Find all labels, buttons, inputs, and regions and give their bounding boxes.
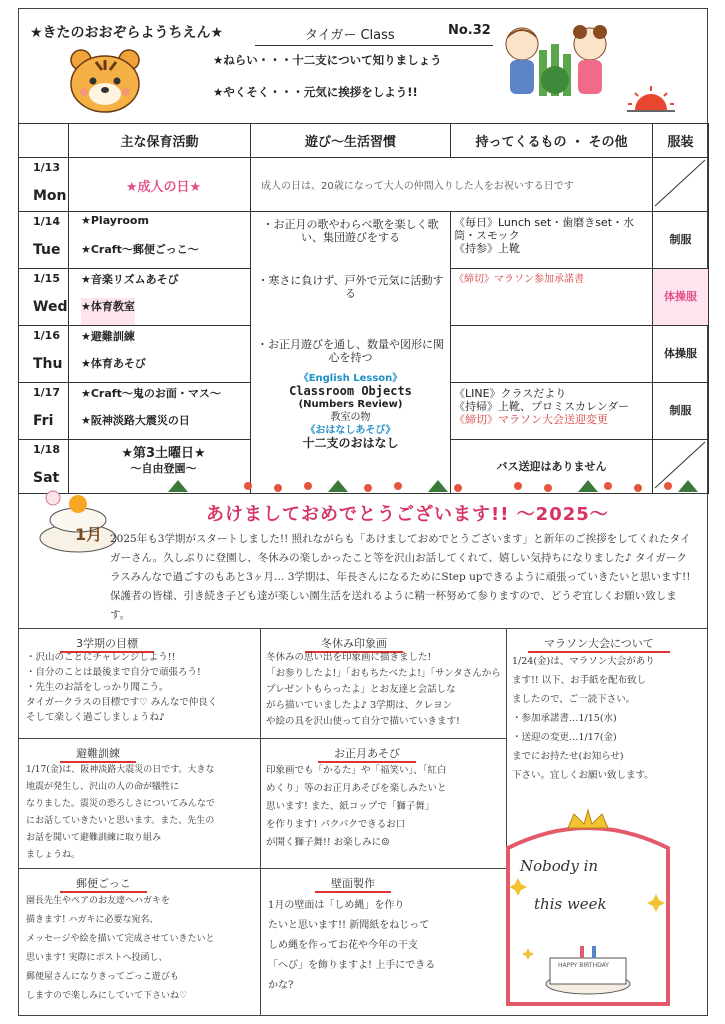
drill-line: 地震が発生し、沢山の人の命が犠牲に (26, 782, 180, 792)
bring-item: 《締切》マラソン大会送迎変更 (454, 413, 608, 426)
marathon-line: ます!! 以下、お手紙を配布致し (512, 675, 647, 686)
divider-h2 (18, 868, 506, 869)
tiger-icon (66, 46, 144, 114)
activity: ★音楽リズムあそび (81, 273, 179, 286)
sunrise-icon (627, 84, 675, 114)
drill-line: お話を聞いて避難訓練に取り組み (26, 833, 162, 843)
goal-line: ・沢山のことにチャレンジしよう!! (26, 652, 176, 663)
date: 1/18 (33, 443, 60, 456)
marathon-line: ・参加承諾書…1/15(水) (512, 713, 617, 724)
marathon-title-wrap (528, 632, 670, 653)
birthday-caption-line2: this week (534, 895, 607, 913)
postal-line: 園長先生やペアのお友達へハガキを (26, 896, 171, 906)
drill-line: なりました。震災の恐ろしさについてみんなで (26, 799, 215, 809)
kagami-mochi-icon (35, 486, 121, 556)
english-lesson-label: 《English Lesson》 (298, 373, 403, 384)
new-year-children-illustration (494, 20, 618, 112)
col-activities: 主な保育活動 (69, 124, 251, 158)
drill-body (26, 762, 258, 864)
table-row (19, 212, 709, 269)
wall-line: しめ縄を作ってお花や今年の干支 (268, 940, 418, 951)
weekday: Fri (33, 413, 54, 429)
newyear-title-wrap (318, 742, 416, 763)
cake-text: HAPPY BIRTHDAY (558, 962, 609, 969)
decorative-garland (28, 476, 698, 500)
postal-body (26, 892, 258, 1006)
aim-text: ★ねらい・・・十二支について知りましょう (213, 53, 442, 67)
postal-title: 郵便ごっこ (60, 875, 147, 893)
activity: ★Craft～鬼のお面・マス～ (81, 387, 221, 400)
bring-empty (451, 326, 653, 383)
activity: ★Playroom (81, 214, 149, 227)
life-item: ・お正月遊びを通し、数量や図形に関心を持つ (257, 338, 444, 364)
bring-item: 《LINE》クラスだより (454, 387, 567, 400)
weekday: Sat (33, 470, 60, 486)
divider-v1 (260, 628, 261, 1016)
greeting-message: 2025年も3学期がスタートしました!! 照れながらも「あけましておめでとうございます」と新年のご挨拶をしてくれたタイガーさん。久しぶりに登園し、冬休みの楽しかったこと等を沢山お話してくれて、嬉しい気持ちになりました♪ タイガークラスみんなで過ごすのもあと3ヶ月… 3学期は、年長さんになるためにStep upできるように頑張っていきたいと思います!! 保護者の皆様、引き続き子ども達が楽しい園生活を送れるように精一杯努めて参りますので、どうぞ宜しくお願い致します。 (110, 533, 691, 621)
wall-line: 1月の壁面は「しめ縄」を作り (268, 900, 405, 911)
newyear-line: めくり」等のお正月あそびを楽しみたいと (266, 783, 447, 794)
winter-title: 冬休み印象画 (305, 635, 403, 653)
table-row (19, 158, 709, 212)
date: 1/13 (33, 161, 60, 174)
newyear-line: が開く獅子舞!! お楽しみに☺ (266, 837, 390, 848)
goal-line: ・自分のことは最後まで自分で頑張ろう! (26, 667, 201, 678)
english-review: (Numbers Review) (298, 399, 403, 410)
uniform: 制服 (653, 212, 709, 269)
marathon-body (512, 652, 704, 785)
winter-line: 冬休みの思い出を印象画に描きました! (266, 652, 432, 663)
postal-line: 郵便屋さんになりきってごっこ遊びも (26, 972, 179, 982)
weekday: Wed (33, 299, 68, 315)
story-label: 《おはなしあそび》 (305, 425, 396, 436)
banner-title: あけましておめでとうございます!! ～2025～ (206, 504, 609, 525)
wall-line: たいと思います!! 新聞紙をねじって (268, 920, 430, 931)
english-japanese: 教室の物 (330, 412, 371, 423)
bring-item: バス送迎はありません (496, 460, 607, 473)
newyear-body (266, 762, 502, 852)
issue-number: No.32 (448, 23, 491, 38)
postal-line: 描きます! ハガキに必要な宛名、 (26, 915, 159, 925)
activity: ★避難訓練 (81, 330, 135, 343)
date: 1/15 (33, 272, 60, 285)
marathon-title: マラソン大会について (528, 635, 670, 653)
activity: ★体育あそび (81, 357, 146, 370)
goal-line: ・先生のお話をしっかり聞こう。 (26, 682, 169, 693)
goals-title: 3学期の目標 (60, 635, 154, 653)
activity: ★Craft～郵便ごっこ～ (81, 243, 199, 256)
postal-line: 思います! 実際にポストへ投函し、 (26, 953, 168, 963)
activity: ～自由登園～ (130, 462, 197, 475)
col-uniform: 服装 (653, 124, 709, 158)
english-topic: Classroom Objects (289, 384, 412, 398)
goal-line: そして楽しく過ごしましょうね♪ (26, 712, 166, 723)
marathon-line: ましたので、ご一読下さい。 (512, 694, 636, 705)
life-item: ・お正月の歌やわらべ歌を楽しく歌い、集団遊びをする (262, 218, 439, 244)
bring-item: 《毎日》Lunch set・歯磨きset・水筒・スモック (454, 216, 635, 242)
activity: ★阪神淡路大震災の日 (81, 414, 190, 427)
marathon-line: 下さい。宜しくお願い致します。 (512, 770, 654, 781)
col-date (19, 124, 69, 158)
holiday-note: 成人の日は、20歳になって大人の仲間入りした人をお祝いする日です (251, 158, 653, 212)
newyear-line: 印象画でも「かるた」や「福笑い」、「紅白 (266, 765, 447, 776)
postal-title-wrap (60, 872, 147, 893)
promise-text: ★やくそく・・・元気に挨拶をしよう!! (213, 85, 418, 99)
marathon-line: ・送迎の変更…1/17(金) (512, 732, 617, 743)
winter-line: 「お参りしたよ!」「おもちたべたよ!」「サンタさんからプレゼントもらったよ」とお友達と会話しな (266, 668, 501, 695)
weekly-schedule-table (18, 123, 709, 494)
goals-body (26, 650, 258, 725)
birthday-caption-line1: Nobody in (520, 857, 599, 875)
wall-title: 壁面製作 (315, 875, 391, 893)
holiday-label: ★成人の日★ (69, 158, 251, 212)
newyear-title: お正月あそび (318, 745, 416, 763)
activity: ★体育教室 (81, 298, 135, 325)
weekday: Tue (33, 242, 61, 258)
wall-line: 「へび」を飾りますよ! 上手にできる (268, 960, 436, 971)
month-badge: 1月 (75, 525, 103, 544)
newyear-line: を作ります! パクパクできるお口 (266, 819, 406, 830)
winter-line: がら描いていましたよ♪ 3学期は、クレヨン (266, 700, 453, 711)
winter-line: や絵の具を沢山使って自分で描いていきます! (266, 716, 460, 727)
newyear-line: 思います! また、紙コップで「獅子舞」 (266, 801, 435, 812)
marathon-line: までにお持たせ(お知らせ) (512, 751, 624, 762)
drill-line: ましょうね。 (26, 850, 81, 860)
drill-title: 避難訓練 (60, 745, 136, 763)
story-topic: 十二支のおはなし (302, 436, 399, 450)
divider-h1 (18, 738, 506, 739)
header-divider (255, 45, 493, 46)
activity: ★第3土曜日★ (121, 446, 206, 461)
date: 1/17 (33, 386, 60, 399)
winter-body (266, 650, 502, 730)
col-bring: 持ってくるもの ・ その他 (451, 124, 653, 158)
school-name: ★きたのおおぞらようちえん★ (30, 25, 224, 41)
life-item: ・寒さに負けず、戸外で元気に活動する (257, 274, 444, 300)
col-life: 遊び～生活習慣 (251, 124, 451, 158)
uniform-empty (653, 158, 709, 212)
postal-line: メッセージや絵を描いて完成させていきたいと (26, 934, 215, 944)
date: 1/16 (33, 329, 60, 342)
class-label: タイガー Class (305, 28, 395, 43)
postal-line: しますので楽しみにしていて下さいね♡ (26, 991, 188, 1001)
wall-line: かな? (268, 980, 294, 991)
uniform: 制服 (653, 383, 709, 440)
marathon-line: 1/24(金)は、マラソン大会があり (512, 656, 655, 667)
drill-title-wrap (60, 742, 136, 763)
bring-item: 《持参》上靴 (454, 242, 520, 255)
date: 1/14 (33, 215, 60, 228)
wall-title-wrap (315, 872, 391, 893)
uniform: 体操服 (653, 269, 709, 326)
weekday: Thu (33, 356, 63, 372)
wall-body (268, 896, 500, 996)
drill-line: にお話していきたいと思います。また、先生の (26, 816, 215, 826)
drill-line: 1/17(金)は、阪神淡路大震災の日です。大きな (26, 765, 215, 775)
bring-item: 《持帰》上靴、プロミスカレンダー (454, 400, 630, 413)
diagonal-slash (653, 158, 707, 208)
uniform: 体操服 (653, 326, 709, 383)
weekday: Mon (33, 188, 67, 204)
bring-item: 《締切》マラソン参加承諾書 (454, 274, 584, 285)
goal-line: タイガークラスの目標です♡ みんなで仲良く (26, 697, 218, 708)
